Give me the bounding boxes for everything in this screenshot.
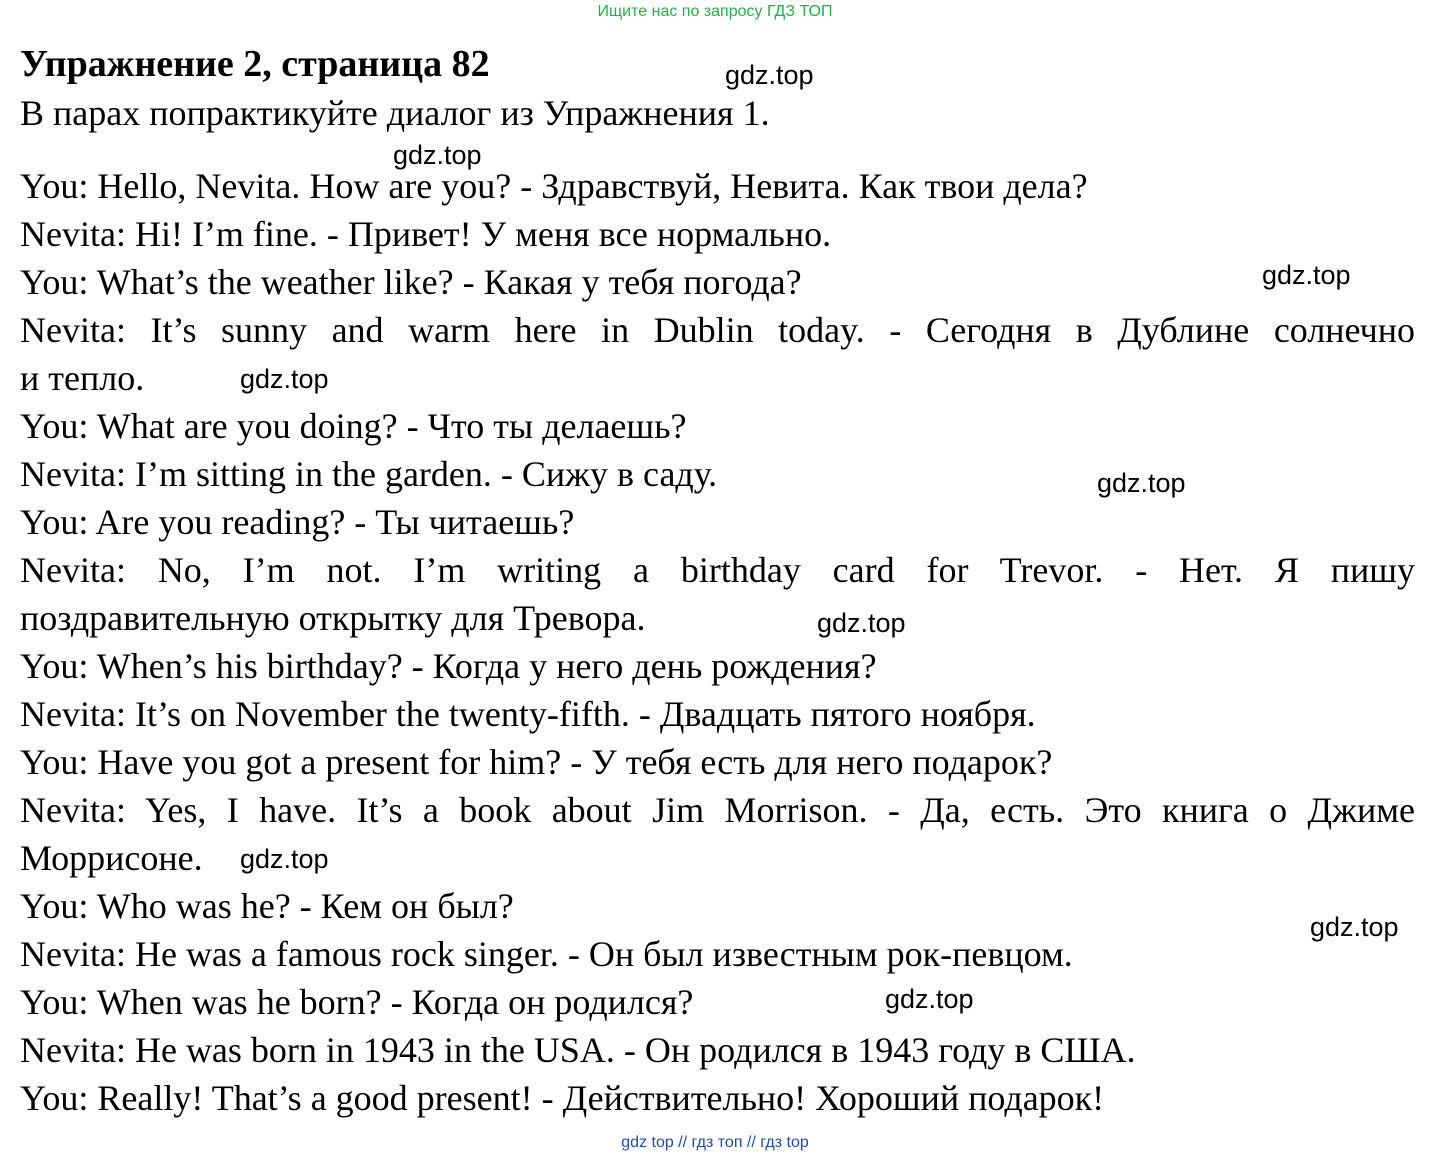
watermark: gdz.top — [240, 364, 329, 394]
watermark: gdz.top — [1097, 468, 1186, 498]
watermark: gdz.top — [725, 60, 814, 90]
dialog-line: You: Have you got a present for him? - У тебя есть для него подарок? — [20, 742, 1053, 782]
watermark: gdz.top — [1262, 260, 1351, 290]
dialog-line: Nevita: He was born in 1943 in the USA. - Он родился в 1943 году в США. — [20, 1030, 1136, 1070]
dialog-line: You: Are you reading? - Ты читаешь? — [20, 502, 575, 542]
dialog-line: You: When was he born? - Когда он родился? — [20, 982, 694, 1022]
dialog-line: и тепло. — [20, 358, 145, 398]
watermark: gdz.top — [817, 608, 906, 638]
dialog-line: You: Who was he? - Кем он был? — [20, 886, 514, 926]
dialog-line: You: Hello, Nevita. How are you? - Здравствуй, Невита. Как твои дела? — [20, 166, 1088, 206]
watermark: gdz.top — [885, 984, 974, 1014]
watermark: gdz.top — [393, 140, 482, 170]
dialog-line: Nevita: It’s on November the twenty-fifth. - Двадцать пятого ноября. — [20, 694, 1036, 734]
dialog-line: Nevita: It’s sunny and warm here in Dublin today. - Сегодня в Дублине солнечно — [20, 310, 1415, 350]
dialog-line: You: What are you doing? - Что ты делаешь? — [20, 406, 687, 446]
top-banner: Ищите нас по запросу ГДЗ ТОП — [597, 3, 833, 20]
dialog-line: You: What’s the weather like? - Какая у тебя погода? — [20, 262, 802, 302]
dialog-line: Nevita: Yes, I have. It’s a book about Jim Morrison. - Да, есть. Это книга о Джиме — [20, 790, 1415, 830]
dialog-line: You: When’s his birthday? - Когда у него день рождения? — [20, 646, 877, 686]
dialog-line: You: Really! That’s a good present! - Действительно! Хороший подарок! — [20, 1078, 1105, 1118]
watermark: gdz.top — [1310, 912, 1399, 942]
dialog-line: Моррисоне. — [20, 838, 203, 878]
dialog-line: Nevita: No, I’m not. I’m writing a birthday card for Trevor. - Нет. Я пишу — [20, 550, 1415, 590]
watermark: gdz.top — [240, 844, 329, 874]
footer-watermark: gdz top // гдз топ // гдз top — [621, 1134, 809, 1151]
dialog-line: Nevita: I’m sitting in the garden. - Сижу в саду. — [20, 454, 718, 494]
instruction-text: В парах попрактикуйте диалог из Упражнения 1. — [20, 93, 770, 133]
dialog-line: Nevita: He was a famous rock singer. - Он был известным рок-певцом. — [20, 934, 1073, 974]
page-title: Упражнение 2, страница 82 — [20, 43, 490, 85]
dialog-line: поздравительную открытку для Тревора. — [20, 598, 646, 638]
dialog-line: Nevita: Hi! I’m fine. - Привет! У меня все нормально. — [20, 214, 832, 254]
